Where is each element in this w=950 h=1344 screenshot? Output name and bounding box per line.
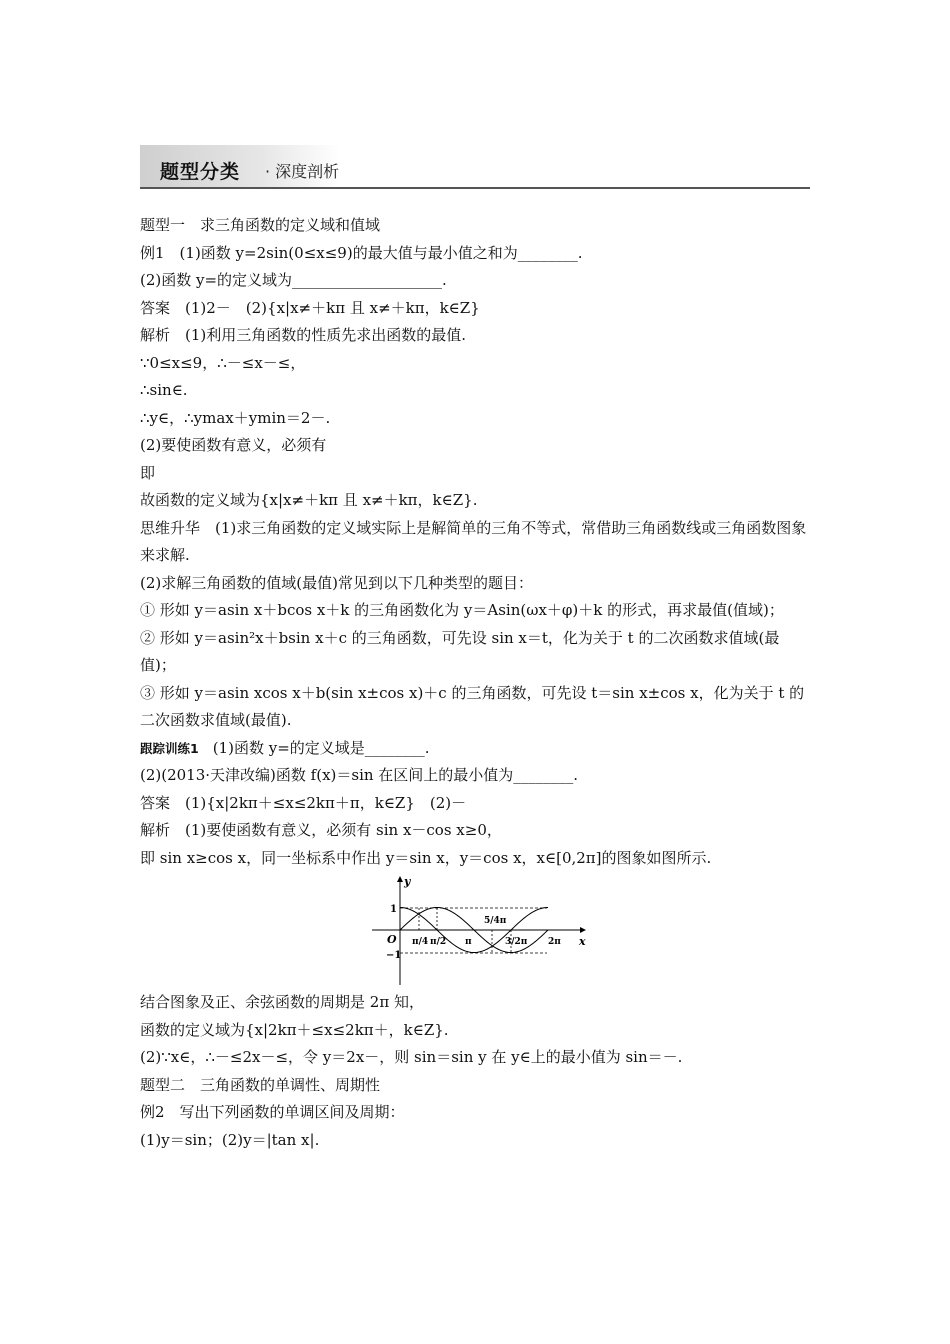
training-label: 跟踪训练1	[140, 740, 199, 756]
y-axis-label: y	[404, 875, 411, 888]
analysis-part-2: (2)要使函数有意义，必须有	[140, 436, 327, 454]
summary-type-3: ③ 形如 y＝asin xcos x＋b(sin x±cos x)＋c 的三角函数，可先设 t＝sin x±cos x，化为关于 t 的二次函数求值域(最值).	[140, 683, 805, 729]
analysis-step-1: ∵0≤x≤9，∴－≤x－≤，	[140, 353, 306, 372]
thinking-summary: 思维升华 (1)求三角函数的定义域实际上是解简单的三角不等式，常借助三角函数线或三角函数图象来求解.	[140, 518, 807, 564]
example-1-part-1: 例1 (1)函数 y=2sin(0≤x≤9)的最大值与最小值之和为________.	[140, 243, 583, 262]
example-2-functions: (1)y＝sin；(2)y＝|tan x|.	[140, 1130, 320, 1149]
example-1-part-2: (2)函数 y=的定义域为____________________.	[140, 271, 447, 289]
sin-cos-graph	[372, 875, 587, 987]
section-title: 题型分类	[160, 161, 241, 183]
analysis-step-3: ∴y∈，∴ymax＋ymin＝2－.	[140, 408, 331, 427]
section-header	[140, 145, 810, 189]
tick-3pi-2: 3/2π	[505, 937, 528, 947]
tick-pi-4: π/4	[412, 937, 429, 947]
training-text: (1)函数 y=的定义域是________.	[212, 738, 430, 757]
sin-cos-graph-figure	[140, 872, 812, 989]
tick-5pi-4: 5/4π	[484, 916, 507, 926]
tick-pi-2: π/2	[430, 937, 447, 947]
tick-2pi: 2π	[548, 937, 561, 947]
y-neg-one-label: −1	[386, 950, 402, 961]
summary-type-1: ① 形如 y＝asin x＋bcos x＋k 的三角函数化为 y＝Asin(ωx＋φ)＋k 的形式，再求最值(值域)；	[140, 601, 784, 619]
domain-conclusion: 函数的定义域为{x|2kπ＋≤x≤2kπ＋，k∈Z}.	[140, 1020, 449, 1039]
y-one-label: 1	[390, 904, 397, 915]
analysis-part-2-ji: 即	[140, 463, 156, 482]
example-1-answer: 答案 (1)2－ (2){x|x≠＋kπ 且 x≠＋kπ，k∈Z}	[140, 298, 480, 317]
x-axis-arrow	[580, 927, 586, 933]
section-subtitle: · 深度剖析	[265, 162, 340, 181]
tick-pi: π	[465, 937, 472, 947]
summary-type-2: ② 形如 y＝asin²x＋bsin x＋c 的三角函数，可先设 sin x＝t，化为关于 t 的二次函数求值域(最值)；	[140, 628, 780, 674]
y-axis-arrow	[397, 876, 403, 882]
part-2-solution: (2)∵x∈，∴－≤2x－≤，令 y＝2x－，则 sin＝sin y 在 y∈上的最小值为 sin＝－.	[140, 1048, 683, 1066]
type-two-heading: 题型二 三角函数的单调性、周期性	[140, 1075, 381, 1094]
analysis-intro: 解析 (1)利用三角函数的性质先求出函数的最值.	[140, 326, 467, 344]
training-answer: 答案 (1){x|2kπ＋≤x≤2kπ＋π，k∈Z} (2)－	[140, 793, 467, 812]
summary-types-intro: (2)求解三角函数的值域(最值)常见到以下几种类型的题目：	[140, 573, 533, 592]
training-1-part-2: (2)(2013·天津改编)函数 f(x)＝sin 在区间上的最小值为________.	[140, 766, 579, 784]
analysis-part-2-domain: 故函数的定义域为{x|x≠＋kπ 且 x≠＋kπ，k∈Z}.	[140, 491, 478, 509]
example-2-prompt: 例2 写出下列函数的单调区间及周期：	[140, 1103, 405, 1121]
training-1	[140, 735, 812, 763]
x-axis-label: x	[579, 935, 586, 948]
training-analysis: 解析 (1)要使函数有意义，必须有 sin x－cos x≥0，	[140, 821, 502, 839]
graph-conclusion: 结合图象及正、余弦函数的周期是 2π 知，	[140, 993, 424, 1011]
analysis-step-2: ∴sin∈.	[140, 381, 188, 399]
training-analysis-graph: 即 sin x≥cos x，同一坐标系中作出 y＝sin x，y＝cos x，x∈[0,2π]的图象如图所示.	[140, 848, 712, 867]
document-body	[140, 212, 812, 1154]
origin-label: O	[387, 933, 397, 946]
type-one-heading: 题型一 求三角函数的定义域和值域	[140, 216, 381, 234]
